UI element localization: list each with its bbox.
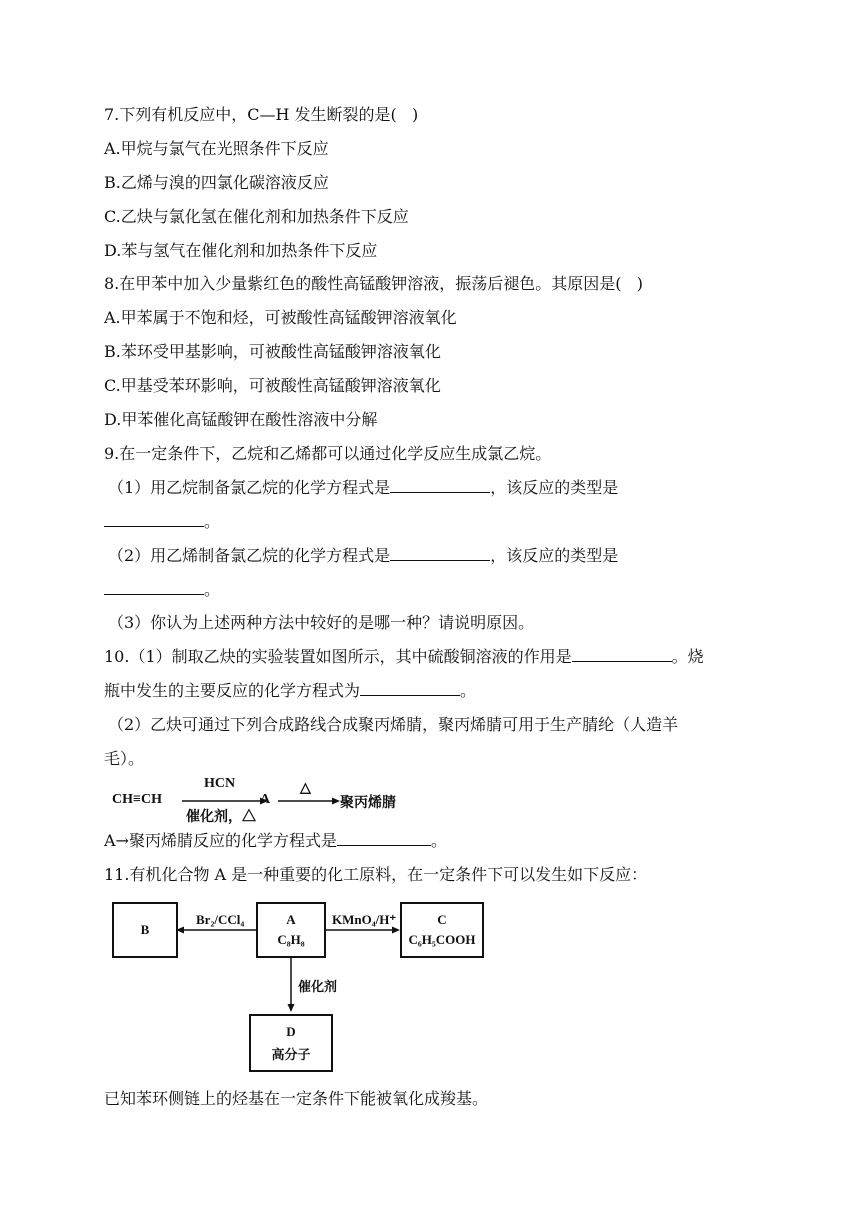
q9-part2-end: 。 [204, 580, 221, 599]
reaction-diagram [112, 900, 492, 1078]
q10-part3-text: A→聚丙烯腈反应的化学方程式是 [104, 831, 337, 850]
q11-stem: 11.有机化合物 A 是一种重要的化工原料，在一定条件下可以发生如下反应： [104, 865, 648, 884]
answer-blank[interactable] [390, 546, 490, 561]
arrow-1 [182, 796, 268, 806]
compound-c-box [400, 902, 484, 958]
q9-part3: （3）你认为上述两种方法中较好的是哪一种？请说明原因。 [108, 613, 535, 632]
q10-part2-cont: 毛）。 [104, 749, 145, 768]
heat-symbol: △ [300, 781, 311, 796]
q9-part2-text-a: （2）用乙烯制备氯乙烷的化学方程式是 [108, 546, 391, 565]
q8-option-c: C.甲基受苯环影响，可被酸性高锰酸钾溶液氧化 [104, 376, 441, 395]
q8-option-d: D.甲苯催化高锰酸钾在酸性溶液中分解 [104, 410, 378, 429]
reagent-hcn: HCN [204, 776, 236, 791]
answer-blank[interactable] [390, 478, 490, 493]
q10-part3 [104, 830, 447, 852]
answer-blank[interactable] [360, 681, 460, 696]
q9-part2-text-b: ，该反应的类型是 [490, 546, 619, 565]
q8-option-a: A.甲苯属于不饱和烃，可被酸性高锰酸钾溶液氧化 [104, 308, 457, 327]
compound-b-box [112, 902, 178, 958]
q10-part1-text-a: 10.（1）制取乙炔的实验装置如图所示，其中硫酸铜溶液的作用是 [104, 647, 572, 666]
answer-blank[interactable] [572, 647, 672, 662]
q10-part3-end: 。 [430, 831, 447, 850]
q10-part1-text-b: 。烧 [671, 647, 704, 666]
reagent-catalyst-heat: 催化剂，△ [186, 810, 256, 825]
compound-c-name: C [437, 912, 447, 927]
answer-blank[interactable] [104, 580, 204, 595]
reactant-acetylene: CH≡CH [112, 792, 162, 807]
q9-part1-text-b: ，该反应的类型是 [490, 478, 619, 497]
q7-option-b: B.乙烯与溴的四氯化碳溶液反应 [104, 173, 329, 192]
q11-note: 已知苯环侧链上的烃基在一定条件下能被氧化成羧基。 [104, 1089, 489, 1108]
q10-part1-text-c: 瓶中发生的主要反应的化学方程式为 [104, 681, 361, 700]
product-polyacrylonitrile: 聚丙烯腈 [340, 796, 396, 811]
q9-part1 [108, 477, 618, 499]
q9-part1-text-a: （1）用乙烷制备氯乙烷的化学方程式是 [108, 478, 391, 497]
answer-blank[interactable] [337, 831, 431, 846]
q10-part1-end: 。 [460, 681, 477, 700]
compound-d-desc: 高分子 [271, 1047, 311, 1062]
q9-part2 [108, 545, 618, 567]
q7-stem: 7.下列有机反应中，C—H 发生断裂的是( ) [104, 105, 419, 124]
reagent-catalyst: 催化剂 [298, 979, 338, 994]
q7-option-a: A.甲烷与氯气在光照条件下反应 [104, 139, 329, 158]
compound-b: B [140, 922, 150, 937]
q9-part2-cont [104, 579, 220, 601]
compound-d-name: D [286, 1024, 296, 1039]
q8-stem: 8.在甲苯中加入少量紫红色的酸性高锰酸钾溶液，振荡后褪色。其原因是( ) [104, 274, 644, 293]
q10-part1-cont [104, 680, 476, 702]
answer-blank[interactable] [104, 512, 204, 527]
reagent-kmno4: KMnO₄/H⁺ [332, 912, 397, 927]
synthesis-route [112, 776, 432, 825]
compound-d-box [249, 1014, 333, 1072]
q10-part2: （2）乙炔可通过下列合成路线合成聚丙烯腈，聚丙烯腈可用于生产腈纶（人造羊 [108, 715, 679, 734]
reagent-br2-ccl4: Br₂/CCl₄ [196, 912, 245, 927]
compound-a-name: A [286, 912, 296, 927]
arrow-2 [278, 796, 340, 806]
q8-option-b: B.苯环受甲基影响，可被酸性高锰酸钾溶液氧化 [104, 342, 441, 361]
q10-part1 [104, 646, 704, 668]
q9-part1-cont [104, 511, 220, 533]
q7-option-d: D.苯与氢气在催化剂和加热条件下反应 [104, 241, 378, 260]
compound-a-formula: C₈H₈ [277, 932, 305, 947]
intermediate-a: A [260, 792, 271, 807]
compound-c-formula: C₆H₅COOH [408, 932, 476, 947]
q9-part1-end: 。 [204, 512, 221, 531]
q7-option-c: C.乙炔与氯化氢在催化剂和加热条件下反应 [104, 207, 409, 226]
q9-stem: 9.在一定条件下，乙烷和乙烯都可以通过化学反应生成氯乙烷。 [104, 444, 552, 463]
compound-a-box [256, 902, 326, 958]
